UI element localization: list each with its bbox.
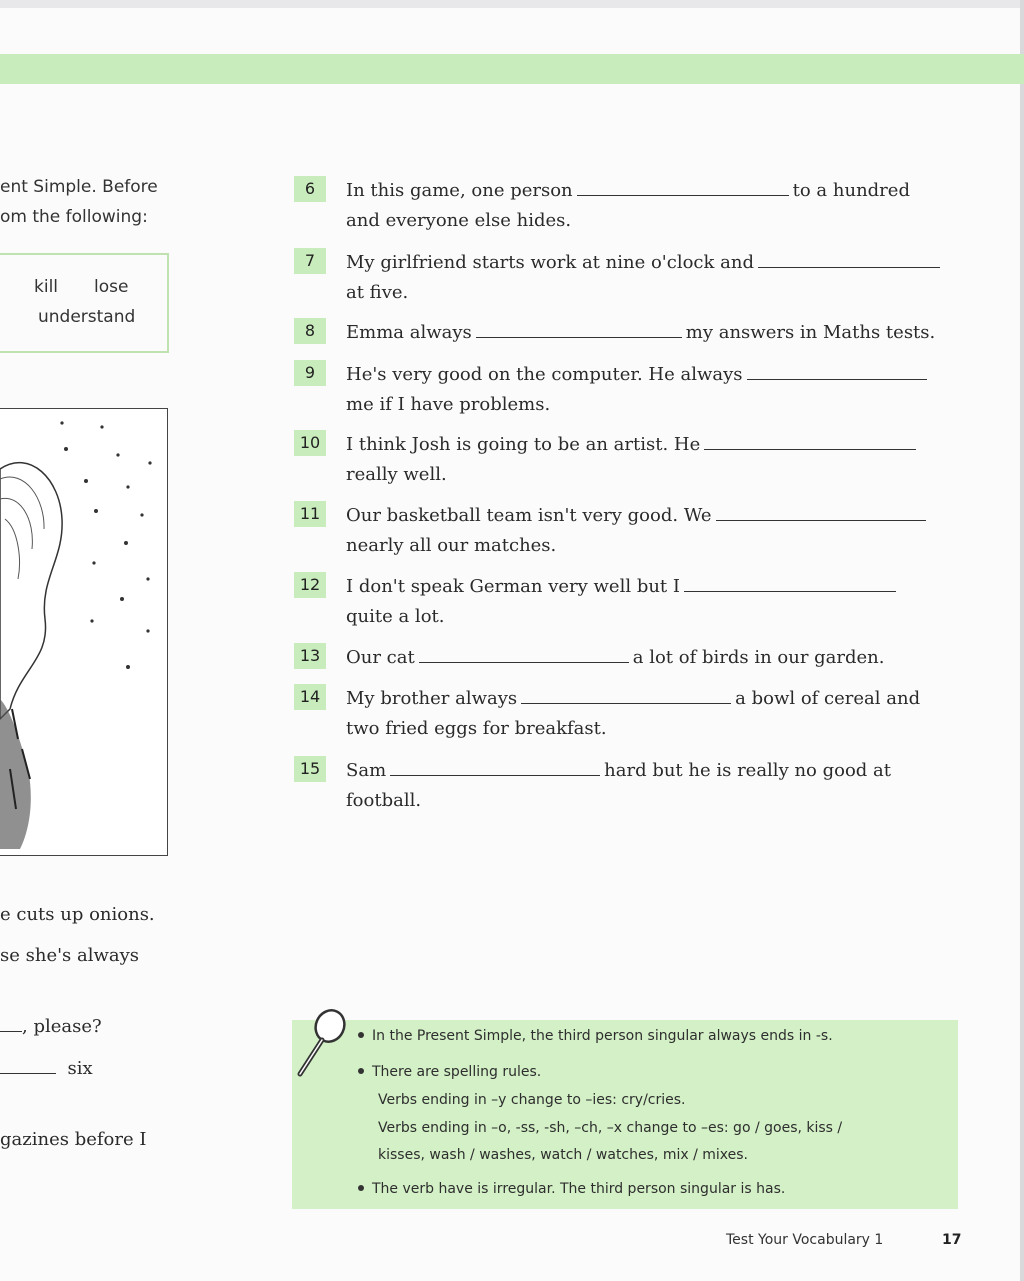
item-text-pre: I don't speak German very well but I [346, 576, 681, 597]
item-line-1 [346, 572, 900, 602]
item-number: 8 [294, 318, 326, 344]
answer-blank[interactable] [704, 435, 916, 450]
item-number: 10 [294, 430, 326, 456]
answer-blank[interactable] [521, 689, 731, 704]
tip-bullet-1 [358, 1028, 833, 1044]
bullet-dot [358, 1032, 364, 1038]
left-fragment-4-row [0, 1058, 93, 1079]
item-line-2: really well. [346, 464, 447, 485]
item-text-post: a lot of birds in our garden. [632, 647, 885, 668]
left-heading-line1: ent Simple. Before [0, 177, 158, 197]
item-text-pre: In this game, one person [346, 180, 573, 201]
answer-blank[interactable] [758, 253, 940, 268]
top-band [0, 0, 1024, 8]
item-line-1 [346, 360, 931, 390]
bullet-dot [358, 1068, 364, 1074]
item-number: 12 [294, 572, 326, 598]
item-text-pre: Sam [346, 760, 387, 781]
word-lose: lose [94, 277, 129, 297]
answer-blank[interactable] [577, 181, 789, 196]
tip-rule-y: Verbs ending in –y change to –ies: cry/cries. [378, 1092, 686, 1108]
grammar-tip-box [292, 1020, 958, 1209]
item-line-1 [346, 756, 891, 786]
answer-blank[interactable] [747, 365, 927, 380]
bullet-dot [358, 1185, 364, 1191]
item-line-2: and everyone else hides. [346, 210, 572, 231]
item-line-1 [346, 430, 920, 460]
word-kill: kill [34, 277, 59, 297]
answer-blank[interactable] [476, 323, 682, 338]
item-text-post: my answers in Maths tests. [685, 322, 936, 343]
item-line-2: football. [346, 790, 422, 811]
left-fragment-3: , please? [22, 1016, 102, 1037]
left-instructions [0, 172, 158, 232]
left-fragment-5: gazines before I [0, 1129, 147, 1150]
item-line-2: two fried eggs for breakfast. [346, 718, 607, 739]
item-number: 6 [294, 176, 326, 202]
item-line-1 [346, 684, 920, 714]
item-number: 11 [294, 501, 326, 527]
item-text-pre: My girlfriend starts work at nine o'clock and [346, 252, 754, 273]
item-text-pre: Our basketball team isn't very good. We [346, 505, 712, 526]
left-fragment-2: se she's always [0, 945, 140, 966]
item-line-2: nearly all our matches. [346, 535, 557, 556]
illustration [0, 408, 168, 856]
item-text-post: a bowl of cereal and [735, 688, 921, 709]
word-box [0, 253, 169, 353]
page-number: 17 [942, 1232, 962, 1248]
item-line-2: at five. [346, 282, 409, 303]
left-heading-line2: om the following: [0, 207, 148, 227]
item-text-pre: I think Josh is going to be an artist. He [346, 434, 701, 455]
answer-blank[interactable] [0, 1017, 22, 1032]
item-number: 13 [294, 643, 326, 669]
tip-rule-es: Verbs ending in –o, -ss, -sh, –ch, –x change to –es: go / goes, kiss / [378, 1120, 843, 1136]
answer-blank[interactable] [390, 761, 600, 776]
left-fragment-1: e cuts up onions. [0, 904, 155, 925]
item-text-pre: Our cat [346, 647, 415, 668]
answer-blank[interactable] [0, 1059, 56, 1074]
left-fragment-3-row [0, 1016, 102, 1037]
item-line-1 [346, 318, 935, 348]
item-text-pre: He's very good on the computer. He always [346, 364, 743, 385]
left-fragment-4: six [67, 1058, 93, 1079]
item-line-1 [346, 643, 885, 673]
item-text-post: to a hundred [792, 180, 910, 201]
item-number: 9 [294, 360, 326, 386]
footer-label: Test Your Vocabulary 1 [726, 1232, 884, 1248]
item-line-2: me if I have problems. [346, 394, 551, 415]
item-line-1 [346, 248, 944, 278]
item-text-pre: My brother always [346, 688, 518, 709]
answer-blank[interactable] [419, 648, 629, 663]
tip-text: The verb have is irregular. The third person singular is has. [372, 1181, 786, 1197]
answer-blank[interactable] [716, 506, 926, 521]
item-text-post: hard but he is really no good at [604, 760, 892, 781]
tip-bullet-3 [358, 1181, 785, 1197]
answer-blank[interactable] [684, 577, 896, 592]
item-line-1 [346, 176, 910, 206]
word-understand: understand [38, 307, 136, 327]
right-frame [1020, 0, 1024, 1281]
tip-bullet-2 [358, 1064, 541, 1080]
item-text-pre: Emma always [346, 322, 472, 343]
tip-text: In the Present Simple, the third person singular always ends in -s. [372, 1028, 833, 1044]
tip-text: There are spelling rules. [372, 1064, 542, 1080]
item-number: 7 [294, 248, 326, 274]
magnifying-glass-icon [292, 1008, 352, 1088]
item-line-2: quite a lot. [346, 606, 445, 627]
item-number: 14 [294, 684, 326, 710]
header-green-bar [0, 54, 1024, 84]
tip-rule-es-cont: kisses, wash / washes, watch / watches, mix / mixes. [378, 1147, 748, 1163]
item-number: 15 [294, 756, 326, 782]
item-line-1 [346, 501, 930, 531]
